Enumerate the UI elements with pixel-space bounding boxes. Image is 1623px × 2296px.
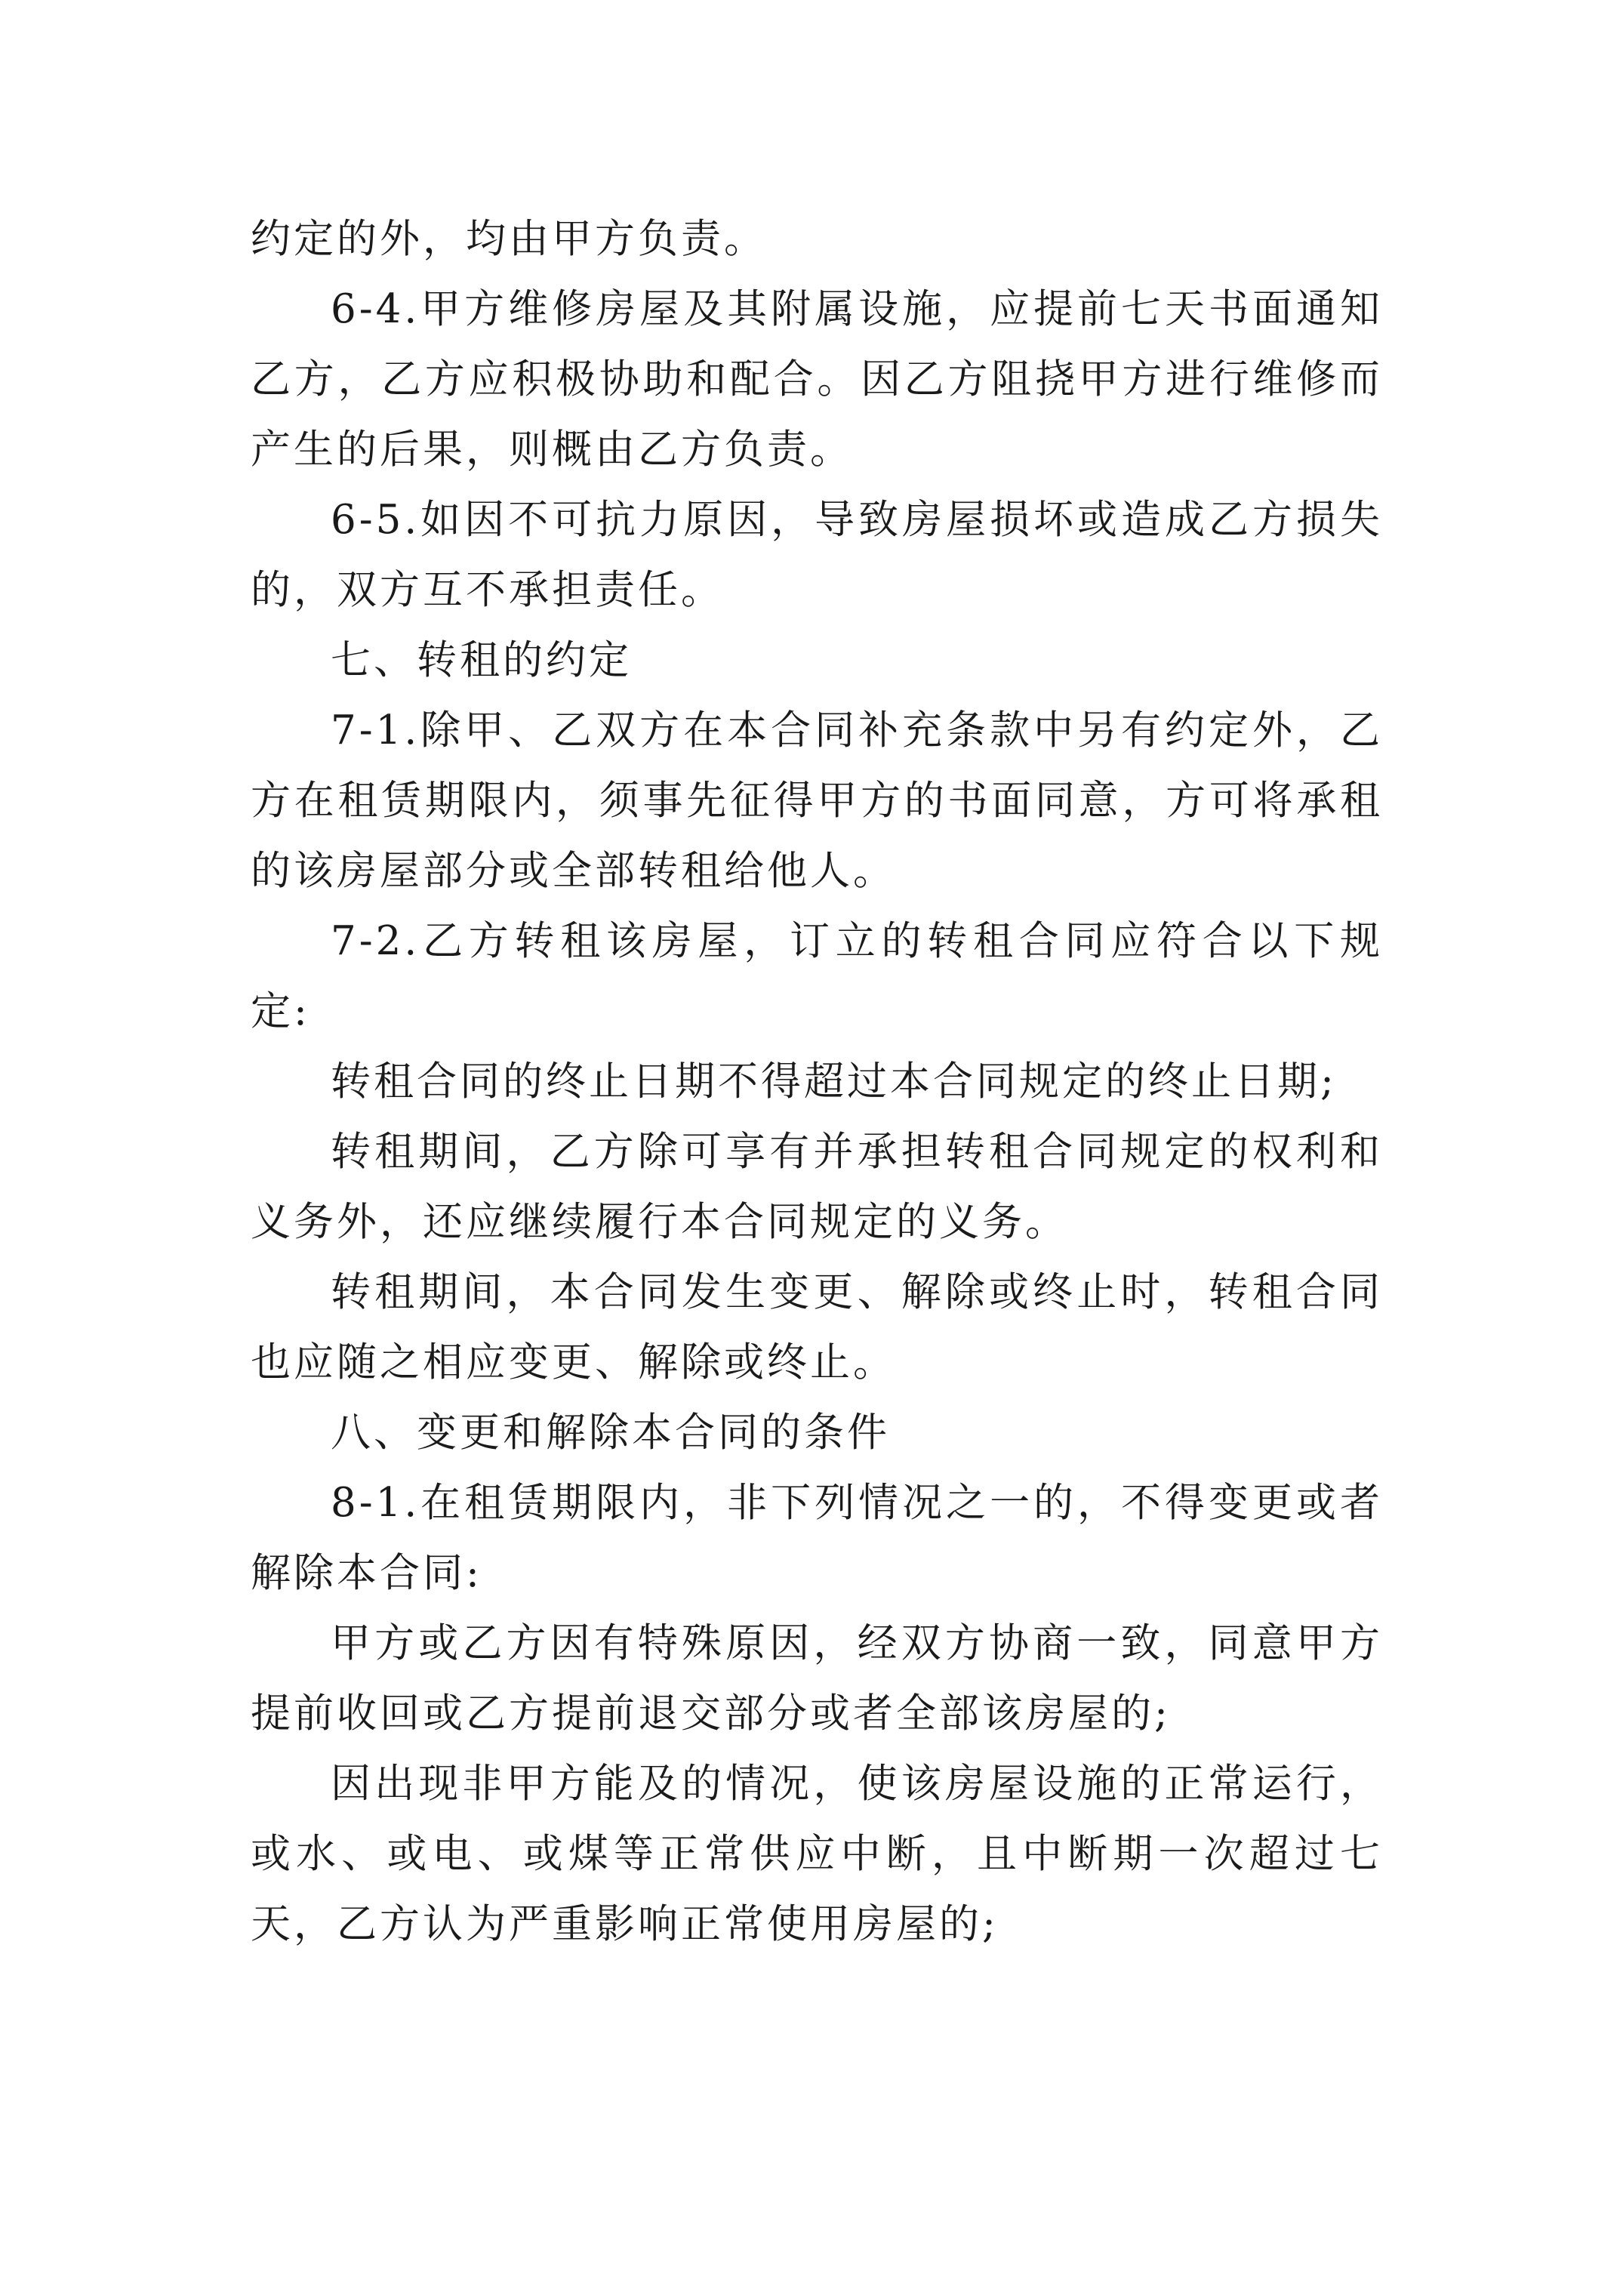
section-heading-8: 八、变更和解除本合同的条件 [331, 1410, 890, 1456]
clause-6-4: 6-4.甲方维修房屋及其附属设施，应提前七天书面通知乙方，乙方应积极协助和配合。因乙方阻挠甲方进行维修而产生的后果，则概由乙方负责。 [251, 286, 1383, 473]
clause-8-1: 8-1.在租赁期限内，非下列情况之一的，不得变更或者解除本合同: [251, 1480, 1383, 1596]
clause-7-2-item-2: 转租期间，乙方除可享有并承担转租合同规定的权利和义务外，还应继续履行本合同规定的义务。 [251, 1129, 1383, 1245]
clause-6-5: 6-5.如因不可抗力原因，导致房屋损坏或造成乙方损失的，双方互不承担责任。 [251, 497, 1383, 613]
paragraph-continuation: 约定的外，均由甲方负责。 [251, 216, 767, 262]
clause-7-2: 7-2.乙方转租该房屋，订立的转租合同应符合以下规定: [251, 918, 1383, 1034]
section-heading-7: 七、转租的约定 [331, 637, 632, 683]
clause-8-1-item-1: 甲方或乙方因有特殊原因，经双方协商一致，同意甲方提前收回或乙方提前退交部分或者全部该房屋的; [251, 1620, 1383, 1737]
clause-7-2-item-1: 转租合同的终止日期不得超过本合同规定的终止日期; [331, 1059, 1337, 1105]
clause-8-1-item-2: 因出现非甲方能及的情况，使该房屋设施的正常运行，或水、或电、或煤等正常供应中断，且中断期一次超过七天，乙方认为严重影响正常使用房屋的; [251, 1761, 1383, 1947]
document-body [251, 204, 1383, 1959]
clause-7-2-item-3: 转租期间，本合同发生变更、解除或终止时，转租合同也应随之相应变更、解除或终止。 [251, 1269, 1383, 1385]
clause-7-1: 7-1.除甲、乙双方在本合同补充条款中另有约定外，乙方在租赁期限内，须事先征得甲方的书面同意，方可将承租的该房屋部分或全部转租给他人。 [251, 707, 1383, 894]
